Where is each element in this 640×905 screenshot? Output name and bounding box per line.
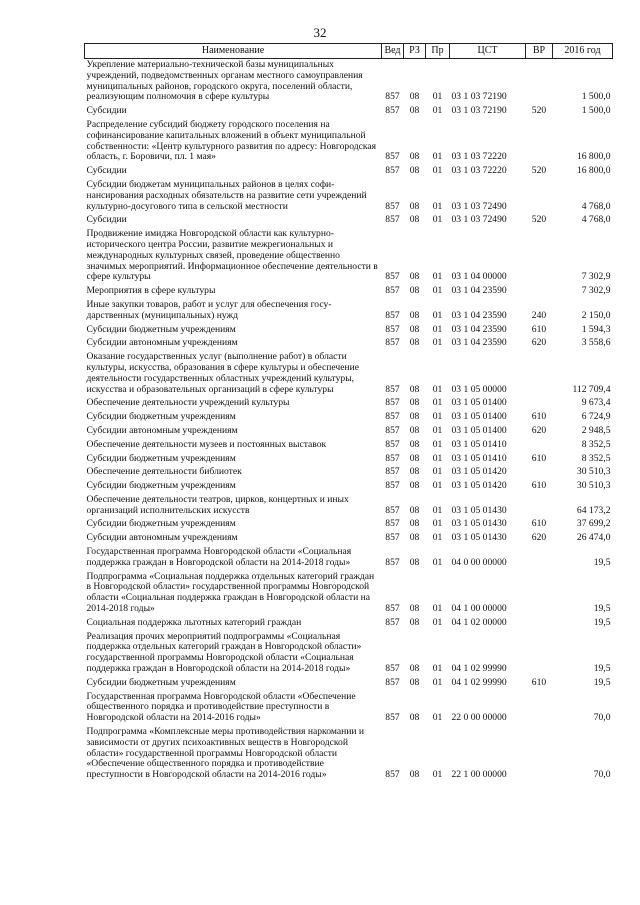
header-vr: ВР bbox=[526, 44, 553, 59]
table-row bbox=[85, 59, 613, 106]
row-ved: 857 bbox=[385, 411, 400, 423]
budget-table bbox=[84, 43, 613, 783]
row-vr bbox=[526, 351, 553, 397]
row-name: Субсидии бюджетным учреждениям bbox=[86, 518, 236, 530]
table-row bbox=[85, 546, 613, 571]
row-ved: 857 bbox=[385, 165, 400, 177]
page-number: 32 bbox=[313, 25, 327, 40]
header-pr: Пр bbox=[426, 44, 450, 59]
row-rz: 08 bbox=[409, 452, 420, 464]
table-row bbox=[85, 214, 613, 228]
row-amount: 70,0 bbox=[593, 769, 611, 781]
row-cst: 03 1 05 01410 bbox=[451, 438, 507, 450]
row-rz: 08 bbox=[409, 165, 420, 177]
row-cst: 22 0 00 00000 bbox=[451, 712, 507, 724]
row-amount: 7 302,9 bbox=[581, 285, 611, 297]
table-row bbox=[85, 726, 613, 783]
row-amount: 30 510,3 bbox=[576, 480, 611, 492]
row-cst: 03 1 03 72220 bbox=[451, 151, 507, 163]
table-row bbox=[85, 351, 613, 397]
row-amount: 16 800,0 bbox=[576, 151, 611, 163]
row-name: Субсидии bbox=[86, 105, 127, 117]
row-amount: 70,0 bbox=[593, 712, 611, 724]
row-name: Субсидии автономным учреждениям bbox=[86, 532, 238, 544]
row-pr: 01 bbox=[432, 663, 443, 675]
row-ved: 857 bbox=[385, 676, 400, 688]
row-amount: 112 709,4 bbox=[572, 383, 611, 395]
row-amount: 8 352,5 bbox=[581, 438, 611, 450]
row-ved: 857 bbox=[385, 504, 400, 516]
row-amount: 19,5 bbox=[593, 676, 611, 688]
row-rz: 08 bbox=[409, 769, 420, 781]
table-row bbox=[85, 631, 613, 677]
row-pr: 01 bbox=[432, 603, 443, 615]
row-ved: 857 bbox=[385, 712, 400, 724]
row-rz: 08 bbox=[409, 676, 420, 688]
row-pr: 01 bbox=[432, 411, 443, 423]
row-amount: 30 510,3 bbox=[576, 466, 611, 478]
row-rz: 08 bbox=[409, 91, 420, 103]
row-pr: 01 bbox=[432, 438, 443, 450]
row-pr: 01 bbox=[432, 151, 443, 163]
row-vr: 520 bbox=[531, 105, 547, 117]
row-ved: 857 bbox=[385, 200, 400, 212]
row-rz: 08 bbox=[409, 397, 420, 409]
row-ved: 857 bbox=[385, 397, 400, 409]
row-cst: 03 1 03 72220 bbox=[451, 165, 507, 177]
row-vr: 610 bbox=[531, 676, 547, 688]
table-header-row bbox=[85, 44, 613, 59]
row-cst: 03 1 04 23590 bbox=[451, 323, 507, 335]
row-ved: 857 bbox=[385, 337, 400, 349]
row-rz: 08 bbox=[409, 214, 420, 226]
row-pr: 01 bbox=[432, 105, 443, 117]
header-ved: Вед bbox=[382, 44, 404, 59]
row-name: Субсидии автономным учреждениям bbox=[86, 424, 238, 436]
row-pr: 01 bbox=[432, 532, 443, 544]
row-rz: 08 bbox=[409, 556, 420, 568]
row-pr: 01 bbox=[432, 165, 443, 177]
row-rz: 08 bbox=[409, 663, 420, 675]
row-rz: 08 bbox=[409, 337, 420, 349]
row-name: Подпрограмма «Комплексные меры противодействия наркомании и зависимости от других психоактивных веществ в Новгородской области» государственной программы Новгородской области «Обеспечение общественного порядка и противодействие преступности в Новгородской области на 2014-2016 годы» bbox=[86, 726, 365, 781]
row-ved: 857 bbox=[385, 151, 400, 163]
row-pr: 01 bbox=[432, 452, 443, 464]
row-cst: 03 1 03 72490 bbox=[451, 214, 507, 226]
row-cst: 04 1 02 00000 bbox=[451, 616, 507, 628]
row-vr: 610 bbox=[531, 480, 547, 492]
table-row bbox=[85, 337, 613, 351]
row-vr bbox=[526, 466, 553, 480]
row-name: Субсидии бюджетным учреждениям bbox=[86, 323, 236, 335]
row-rz: 08 bbox=[409, 424, 420, 436]
row-name: Социальная поддержка льготных категорий граждан bbox=[86, 616, 302, 628]
row-vr: 620 bbox=[531, 337, 547, 349]
row-cst: 03 1 05 00000 bbox=[451, 383, 507, 395]
row-cst: 04 1 02 99990 bbox=[451, 663, 507, 675]
table-row bbox=[85, 397, 613, 411]
row-vr bbox=[526, 571, 553, 617]
row-vr bbox=[526, 285, 553, 299]
row-amount: 3 558,6 bbox=[581, 337, 611, 349]
row-pr: 01 bbox=[432, 556, 443, 568]
row-pr: 01 bbox=[432, 676, 443, 688]
row-vr: 520 bbox=[531, 214, 547, 226]
row-rz: 08 bbox=[409, 603, 420, 615]
row-rz: 08 bbox=[409, 504, 420, 516]
row-amount: 4 768,0 bbox=[581, 200, 611, 212]
header-name: Наименование bbox=[85, 44, 382, 59]
table-row bbox=[85, 105, 613, 119]
row-amount: 16 800,0 bbox=[576, 165, 611, 177]
row-cst: 04 1 00 00000 bbox=[451, 603, 507, 615]
row-name: Субсидии бюджетным учреждениям bbox=[86, 480, 236, 492]
row-pr: 01 bbox=[432, 337, 443, 349]
row-pr: 01 bbox=[432, 712, 443, 724]
row-vr bbox=[526, 726, 553, 783]
row-name: Обеспечение деятельности музеев и постоянных выставок bbox=[86, 438, 327, 450]
table-row bbox=[85, 571, 613, 617]
row-name: Субсидии bbox=[86, 165, 127, 177]
row-amount: 37 699,2 bbox=[576, 518, 611, 530]
row-ved: 857 bbox=[385, 466, 400, 478]
row-vr: 610 bbox=[531, 452, 547, 464]
row-amount: 1 500,0 bbox=[581, 105, 611, 117]
row-cst: 03 1 05 01400 bbox=[451, 411, 507, 423]
table-row bbox=[85, 119, 613, 165]
row-vr bbox=[526, 494, 553, 519]
row-vr bbox=[526, 546, 553, 571]
table-row bbox=[85, 518, 613, 532]
row-cst: 03 1 05 01410 bbox=[451, 452, 507, 464]
row-name: Обеспечение деятельности библиотек bbox=[86, 466, 242, 478]
row-name: Продвижение имиджа Новгородской области как культурно-исторического центра России, развитие межрегиональных и международных культурных связей, проведение общественно значимых мероприятий. Информационное обеспечение деятельности в сфере культуры bbox=[86, 228, 378, 283]
row-pr: 01 bbox=[432, 309, 443, 321]
row-name: Субсидии bbox=[86, 214, 127, 226]
row-vr: 520 bbox=[531, 165, 547, 177]
row-name: Иные закупки товаров, работ и услуг для обеспечения государственных (муниципальных) нужд bbox=[86, 298, 332, 321]
row-name: Субсидии бюджетным учреждениям bbox=[86, 411, 236, 423]
row-rz: 08 bbox=[409, 151, 420, 163]
row-name: Обеспечение деятельности театров, цирков, концертных и иных организаций исполнительских искусств bbox=[86, 493, 349, 516]
row-ved: 857 bbox=[385, 769, 400, 781]
row-cst: 03 1 05 01400 bbox=[451, 397, 507, 409]
row-vr: 240 bbox=[531, 309, 547, 321]
row-amount: 9 673,4 bbox=[581, 397, 611, 409]
row-cst: 03 1 05 01430 bbox=[451, 518, 507, 530]
row-amount: 2 150,0 bbox=[581, 309, 611, 321]
row-pr: 01 bbox=[432, 424, 443, 436]
row-rz: 08 bbox=[409, 200, 420, 212]
row-amount: 64 173,2 bbox=[576, 504, 611, 516]
row-pr: 01 bbox=[432, 616, 443, 628]
row-amount: 8 352,5 bbox=[581, 452, 611, 464]
row-cst: 04 0 00 00000 bbox=[451, 556, 507, 568]
table-row bbox=[85, 480, 613, 494]
row-cst: 03 1 05 01430 bbox=[451, 532, 507, 544]
row-ved: 857 bbox=[385, 438, 400, 450]
row-amount: 19,5 bbox=[593, 663, 611, 675]
row-vr bbox=[526, 228, 553, 285]
row-ved: 857 bbox=[385, 663, 400, 675]
row-rz: 08 bbox=[409, 518, 420, 530]
row-vr: 610 bbox=[531, 518, 547, 530]
row-amount: 19,5 bbox=[593, 603, 611, 615]
row-pr: 01 bbox=[432, 200, 443, 212]
row-cst: 03 1 05 01420 bbox=[451, 466, 507, 478]
row-pr: 01 bbox=[432, 466, 443, 478]
row-name: Субсидии бюджетным учреждениям bbox=[86, 452, 236, 464]
table-row bbox=[85, 439, 613, 453]
row-name: Государственная программа Новгородской области «Обеспечение общественного порядка и противодействие преступности в Новгородской области на 2014-2016 годы» bbox=[86, 690, 356, 724]
row-pr: 01 bbox=[432, 397, 443, 409]
row-rz: 08 bbox=[409, 466, 420, 478]
row-name: Обеспечение деятельности учреждений культуры bbox=[86, 397, 290, 409]
row-cst: 04 1 02 99990 bbox=[451, 676, 507, 688]
row-vr: 610 bbox=[531, 411, 547, 423]
row-rz: 08 bbox=[409, 271, 420, 283]
table-row bbox=[85, 453, 613, 467]
row-cst: 03 1 05 01430 bbox=[451, 504, 507, 516]
row-pr: 01 bbox=[432, 323, 443, 335]
row-ved: 857 bbox=[385, 616, 400, 628]
row-cst: 03 1 04 23590 bbox=[451, 285, 507, 297]
row-rz: 08 bbox=[409, 532, 420, 544]
row-cst: 03 1 04 23590 bbox=[451, 309, 507, 321]
row-amount: 6 724,9 bbox=[581, 411, 611, 423]
row-amount: 26 474,0 bbox=[576, 532, 611, 544]
row-pr: 01 bbox=[432, 214, 443, 226]
table-row bbox=[85, 532, 613, 546]
row-name: Реализация прочих мероприятий подпрограммы «Социальная поддержка отдельных категорий граждан в Новгородской области» государственной программы Новгородской области «Социальная поддержка граждан в Новгородской области на 2014-2018 годы» bbox=[86, 630, 362, 675]
row-ved: 857 bbox=[385, 214, 400, 226]
row-pr: 01 bbox=[432, 285, 443, 297]
table-row bbox=[85, 466, 613, 480]
row-amount: 1 594,3 bbox=[581, 323, 611, 335]
row-vr: 610 bbox=[531, 323, 547, 335]
table-row bbox=[85, 691, 613, 726]
table-row bbox=[85, 299, 613, 324]
row-vr bbox=[526, 59, 553, 106]
row-pr: 01 bbox=[432, 504, 443, 516]
row-amount: 19,5 bbox=[593, 556, 611, 568]
row-ved: 857 bbox=[385, 91, 400, 103]
row-name: Субсидии бюджетам муниципальных районов в целях софинансирования расходных обязательств на развитие сети учреждений культурно-досугового типа в сельской местности bbox=[86, 178, 367, 212]
row-rz: 08 bbox=[409, 480, 420, 492]
row-rz: 08 bbox=[409, 105, 420, 117]
row-ved: 857 bbox=[385, 603, 400, 615]
row-ved: 857 bbox=[385, 309, 400, 321]
row-cst: 03 1 04 23590 bbox=[451, 337, 507, 349]
row-ved: 857 bbox=[385, 271, 400, 283]
row-vr: 620 bbox=[531, 532, 547, 544]
table-row bbox=[85, 411, 613, 425]
table-row bbox=[85, 165, 613, 179]
row-amount: 4 768,0 bbox=[581, 214, 611, 226]
row-name: Субсидии автономным учреждениям bbox=[86, 337, 238, 349]
table-row bbox=[85, 677, 613, 691]
row-rz: 08 bbox=[409, 411, 420, 423]
row-pr: 01 bbox=[432, 383, 443, 395]
row-pr: 01 bbox=[432, 271, 443, 283]
row-amount: 1 500,0 bbox=[581, 91, 611, 103]
row-vr bbox=[526, 179, 553, 214]
row-ved: 857 bbox=[385, 105, 400, 117]
row-amount: 7 302,9 bbox=[581, 271, 611, 283]
row-rz: 08 bbox=[409, 323, 420, 335]
row-cst: 03 1 04 00000 bbox=[451, 271, 507, 283]
row-cst: 03 1 03 72490 bbox=[451, 200, 507, 212]
row-ved: 857 bbox=[385, 424, 400, 436]
row-cst: 03 1 03 72190 bbox=[451, 105, 507, 117]
row-vr bbox=[526, 439, 553, 453]
row-vr bbox=[526, 119, 553, 165]
row-ved: 857 bbox=[385, 518, 400, 530]
table-row bbox=[85, 494, 613, 519]
row-ved: 857 bbox=[385, 532, 400, 544]
row-cst: 03 1 05 01400 bbox=[451, 424, 507, 436]
row-name: Распределение субсидий бюджету городского поселения на софинансирование капитальных вложений в объект муниципальной собственности: «Центр культурного развития по адресу: Новгородская область, г. Боровичи, пл. 1 мая» bbox=[86, 118, 377, 163]
row-vr bbox=[526, 617, 553, 631]
table-row bbox=[85, 324, 613, 338]
row-ved: 857 bbox=[385, 556, 400, 568]
row-rz: 08 bbox=[409, 383, 420, 395]
row-rz: 08 bbox=[409, 616, 420, 628]
table-row bbox=[85, 425, 613, 439]
row-vr bbox=[526, 397, 553, 411]
row-pr: 01 bbox=[432, 91, 443, 103]
header-year: 2016 год bbox=[553, 44, 613, 59]
row-name: Подпрограмма «Социальная поддержка отдельных категорий граждан в Новгородской области» государственной программы Новгородской области «Социальная поддержка граждан в Новгородской области на 2014-2018 годы» bbox=[86, 570, 375, 615]
row-name: Государственная программа Новгородской области «Социальная поддержка граждан в Новгородской области на 2014-2018 годы» bbox=[86, 546, 352, 568]
row-rz: 08 bbox=[409, 438, 420, 450]
row-rz: 08 bbox=[409, 309, 420, 321]
header-rz: РЗ bbox=[404, 44, 426, 59]
row-pr: 01 bbox=[432, 518, 443, 530]
row-ved: 857 bbox=[385, 285, 400, 297]
row-ved: 857 bbox=[385, 480, 400, 492]
row-vr bbox=[526, 691, 553, 726]
row-ved: 857 bbox=[385, 323, 400, 335]
row-amount: 19,5 bbox=[593, 616, 611, 628]
row-ved: 857 bbox=[385, 383, 400, 395]
row-cst: 03 1 03 72190 bbox=[451, 91, 507, 103]
row-amount: 2 948,5 bbox=[581, 424, 611, 436]
row-pr: 01 bbox=[432, 480, 443, 492]
row-rz: 08 bbox=[409, 285, 420, 297]
row-vr: 620 bbox=[531, 424, 547, 436]
row-vr bbox=[526, 631, 553, 677]
row-name: Мероприятия в сфере культуры bbox=[86, 285, 216, 297]
row-ved: 857 bbox=[385, 452, 400, 464]
row-rz: 08 bbox=[409, 712, 420, 724]
table-row bbox=[85, 617, 613, 631]
row-pr: 01 bbox=[432, 769, 443, 781]
row-cst: 03 1 05 01420 bbox=[451, 480, 507, 492]
row-name: Оказание государственных услуг (выполнение работ) в области культуры, искусства, образования в сфере культуры и обеспечение деятельности государственных областных учреждений культуры, искусства и образовательных организаций в сфере культуры bbox=[86, 351, 360, 395]
table-row bbox=[85, 285, 613, 299]
row-name: Укрепление материально-технической базы муниципальных учреждений, подведомственных органам местного самоуправления муниципальных районов, городского округа, поселений области, реализующим полномочия в сфере культуры bbox=[86, 59, 363, 103]
row-name: Субсидии бюджетным учреждениям bbox=[86, 676, 236, 688]
row-cst: 22 1 00 00000 bbox=[451, 769, 507, 781]
table-row bbox=[85, 228, 613, 285]
header-cst: ЦСТ bbox=[450, 44, 526, 59]
table-row bbox=[85, 179, 613, 214]
